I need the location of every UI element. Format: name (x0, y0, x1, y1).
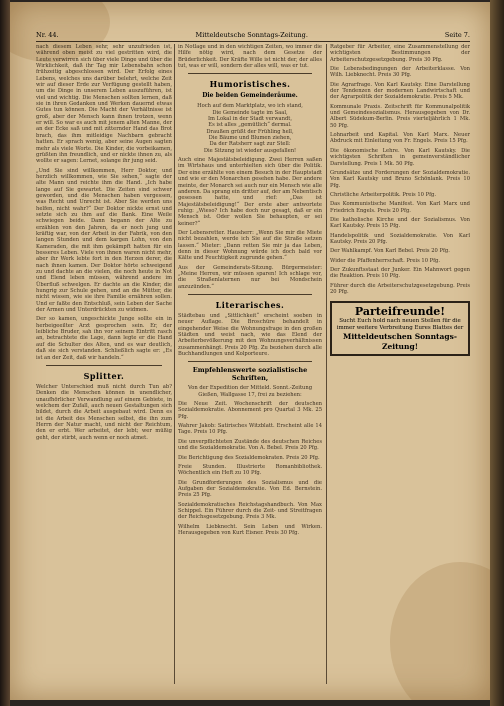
recommended-subtitle: Von der Expedition der Mitteld. Sonnt.-Zeitung Gießen, Wallgasse 17, frei zu beziehen: (187, 385, 313, 398)
ad-headline: Parteifreunde! (354, 305, 446, 319)
book-list-item: Christliche Arbeiterpolitik. Preis 10 Pfg. (330, 191, 436, 198)
literary-text: Städtebau und „Sittlichkeit“ erscheint soeben in neuer Auflage. Die Broschüre behandelt in eingehender Weise die Wohnungsfrage in den großen Städten und weist nach, wie das Elend der Arbeiterbevölkerung mit den Wohnungsverhältnissen zusammenhängt. Preis 20 Pfg. Zu beziehen durch alle Buchhandlungen und Kolporteure. (178, 313, 322, 358)
book-list-item: Handelspolitik und Sozialdemokratie. Von Karl Kautsky. Preis 20 Pfg. (330, 232, 470, 245)
column-middle (178, 44, 322, 684)
splitter-text: Welcher Unterschied muß nicht durch Tun ab? Denken die Menschen können in unendlicher, unaufhörlicher Verwandlung auf einem Gebiete, in welchem der Zufall, auch neuen Gestaltungen sich bildet, durch die Arbeit ausgebaut wird. Denn es ist die Arbeit des Menschen selbst, die ihn zum Herrn der Natur macht, und nicht der Reichtum, den er erbt. Wer arbeitet, der lebt; wer müßig geht, der stirbt, auch wenn er noch atmet. (36, 383, 172, 441)
section-title-literary: Literarisches. (215, 300, 285, 310)
book-list-item: Lohnarbeit und Kapital. Von Karl Marx. Neuer Abdruck mit Einleitung von Fr. Engels. Preis 15 Pfg. (330, 132, 470, 145)
book-list-item: Sozialdemokratisches Reichstagshandbuch. Von Max Schippel. Ein Führer durch die Zeit- und Streitfragen der Reichsgesetzgebung. Preis 3 Mk. (178, 501, 322, 521)
book-list-item: Die Agrarfrage. Von Karl Kautsky. Eine Darstellung der Tendenzen der modernen Landwirtschaft und der Agrarpolitik der Sozialdemokratie. Preis 5 Mk. (330, 81, 470, 101)
section-title-humor: Humoristisches. (209, 79, 291, 90)
intro-text: in Notlage und in den wichtigen Zeiten, wo immer die Hilfe nötig wird, nach dem Gesetze der Brüderlichkeit. Der Kräfte Wille ist nicht der, der alles tut, was er will, sondern der alles will, was er tut. (178, 44, 322, 70)
issue-number: Nr. 44. (36, 31, 59, 39)
humor-anecdote: Auch eine Majestätsbeleidigung. Zwei Herren saßen im Wirtshaus und unterhielten sich über die Politik. Der eine erzählte von einem Besuch in der Hauptstadt und wie er den Monarchen gesehen habe. Der andere meinte, der Monarch sei auch nur ein Mensch wie alle anderen. Da sprang ein dritter auf, der am Nebentisch gesessen hatte, und rief: „Das ist Majestätsbeleidigung!“ Der erste aber antwortete ruhig: „Wieso? Ich habe doch nur gesagt, daß er ein Mensch ist. Oder wollen Sie behaupten, er sei keiner?“ (178, 157, 322, 227)
book-list-item: Ratgeber für Arbeiter, eine Zusammenstellung der wichtigsten Bestimmungen der Arbeiterschutzgesetzgebung. Preis 30 Pfg. (330, 44, 470, 63)
book-list-item: Die katholische Kirche und der Sozialismus. Von Karl Kautsky. Preis 15 Pfg. (330, 216, 470, 230)
section-rule (188, 294, 312, 295)
book-list-item: Die Berichtigung des Sozialdemokraten. Preis 20 Pfg. (178, 454, 320, 461)
humor-anecdote: Aus der Gemeinderats-Sitzung. Bürgermeister: „Meine Herren, wir müssen sparen! Ich schlage vor, die Straßenlaternen nur bei Mondschein anzuzünden.“ (178, 264, 322, 290)
book-list-item: Führer durch die Arbeiterschutzgesetzgebung. Preis 20 Pfg. (330, 282, 470, 295)
column-divider (174, 44, 175, 684)
book-list-item: Die Lebensbedingungen der Arbeiterklasse. Von Wilh. Liebknecht. Preis 30 Pfg. (330, 66, 470, 79)
advertisement-box (330, 301, 470, 356)
book-binding (0, 0, 10, 706)
book-list-item: Die unverpflichteten Zustände des deutschen Reiches und die Sozialdemokratie. Von A. Bebel. Preis 20 Pfg. (178, 438, 322, 452)
book-list (330, 44, 470, 295)
humor-anecdote: Der Lebensretter. Hausherr: „Wenn Sie mir die Miete nicht bezahlen, werde ich Sie auf die Straße setzen lassen.“ Mieter: „Dann retten Sie mir ja das Leben, denn in dieser Wohnung würde ich doch bald vor Kälte und Feuchtigkeit zugrunde gehen.“ (178, 229, 322, 262)
story-text: nach diesem Leben sehr, sehr unzufrieden ist, während oben meist zu viel gestritten wird, die Leute verwirren sich über viele Dinge und über die Wirklichkeit, daß ihr Tag mir Lebensbahn schon frühzeitig abgeschlossen wird. Der Erfolg eines Lebens, welches uns darüber belehrt, welche Zeit wir auf dieser Erde zur Verfügung gestellt haben, um die Dinge in unserem Leben auszuführen, ist viel und wichtig. Die Menschen sollten lernen, daß sie in ihren Gedanken und Werken dauernd etwas Gutes tun können. Die Macht der Verhältnisse ist groß, aber der Mensch kann ihnen trotzen, wenn er will. So war es auch mit jenem alten Manne, der an der Ecke saß und mit zitternder Hand das Brot brach, das ihm mitleidige Nachbarn gebracht hatten. Er sprach wenig, aber seine Augen sagten mehr als viele Worte. Die Kinder, die vorbeikamen, grüßten ihn freundlich, und er nickte ihnen zu, als wollte er sagen: Lernet, solange ihr jung seid. (36, 44, 172, 165)
section-rule (46, 365, 162, 366)
page-edge (490, 0, 504, 706)
section-title-splitter: Splitter. (83, 370, 125, 381)
book-list-item: Der Zukunftsstaat der Junker. Ein Mahnwort gegen die Reaktion. Preis 10 Pfg. (330, 266, 470, 280)
ad-body: Sucht Euch hold nach neuen Stellen für die immer weitere Verbreitung Eures Blattes der (336, 318, 464, 332)
newspaper-title: Mitteldeutsche Sonntags-Zeitung. (195, 31, 308, 39)
book-list-item: Die Neue Zeit. Wochenschrift der deutschen Sozialdemokratie. Abonnement pro Quartal 3 Mk. 25 Pfg. (178, 401, 322, 420)
book-list-item: Die Grundforderungen des Sozialismus und die Aufgaben der Sozialdemokratie. Von Ed. Bernstein. Preis 25 Pfg. (178, 479, 322, 499)
column-left (36, 44, 172, 684)
section-rule (188, 361, 312, 362)
story-ending: Der so kamen, ungeschickte Junge sollte ein in herbeigeeilter Arzt gesprochen sein. Er, der leibliche Bruder, sah ihn vor seinem Eintritt rasch an, betrachtete die Lage, dann legte er die Hand auf die Schulter des Alten, und es war deutlich, daß sie sich verstanden. Schließlich sagte er: „Es ist an der Zeit, daß wir handeln.“ (36, 316, 172, 361)
book-list-item: Das Kommunistische Manifest. Von Karl Marx und Friedrich Engels. Preis 20 Pfg. (330, 201, 470, 214)
book-list-item: Der Wahlkampf. Von Karl Bebel. Preis 20 Pfg. (330, 248, 450, 255)
book-list-item: Wilhelm Liebknecht. Sein Leben und Wirken. Herausgegeben von Kurt Eisner. Preis 30 Pfg. (178, 523, 322, 536)
book-list-item: Die ökonomische Lehre. Von Karl Kautsky. Die wichtigsten Schriften in gemeinverständlicher Darstellung. Preis 1 Mk. 50 Pfg. (330, 147, 470, 167)
ad-newspaper-name: Mitteldeutschen Sonntags-Zeitung! (343, 332, 457, 352)
page-number: Seite 7. (444, 31, 470, 39)
page-header (36, 31, 470, 42)
poem-text: Hoch auf dem Marktplatz, wo ich stand, Die Gemeinde tagte im Saal, Im Lokal in der Stadt verwandt, Es ist alles „gemütlich“ dermal. Draußen grüßt der Frühling hell, Die Bäume und Blumen ziehen, Da der Ratsherr sagt zur Stell: Die Sitzung ist wieder ausgefallen! (197, 103, 303, 154)
story-dialog: „Und Sie sind willkommen, Herr Doktor, und herzlich willkommen, wie Sie sehen,“ sagte der alte Mann und reichte ihm die Hand. „Ich habe lange auf Sie gewartet. Die Zeiten sind schwer geworden, und die Menschen haben vergessen, was Recht und Unrecht ist. Aber Sie werden uns helfen, nicht wahr?“ Der Doktor nickte ernst und setzte sich zu ihm auf die Bank. Eine Weile schwiegen beide. Dann begann der Alte zu erzählen von den Jahren, da er noch jung und kräftig war, von der Arbeit in der Fabrik, von den langen Stunden und dem kargen Lohn, von den Kameraden, die mit ihm gekämpft hatten für ein besseres Leben. Viele von ihnen waren nicht mehr, aber ihr Werk lebte fort in den Herzen derer, die nach ihnen kamen. Der Doktor hörte schweigend zu und dachte an die vielen, die noch heute in Not und Elend leben müssen, während andere im Überfluß schwelgen. Er dachte an die Kinder, die hungrig zur Schule gehen, und an die Mütter, die nicht wissen, wie sie ihre Familie ernähren sollen. Und er faßte den Entschluß, sein Leben der Sache der Armen und Unterdrückten zu widmen. (36, 167, 172, 314)
section-title-recommended: Empfehlenswerte sozialistische Schriften, (192, 366, 308, 383)
book-list-item: Wahrer Jakob: Satirisches Witzblatt. Erscheint alle 14 Tage. Preis 10 Pfg. (178, 423, 322, 436)
section-rule (188, 73, 312, 74)
book-list-item: Freie Stunden. Illustrierte Romanbibliothek. Wöchentlich ein Heft zu 10 Pfg. (178, 463, 322, 477)
column-divider (326, 44, 327, 684)
book-list (178, 401, 322, 536)
book-list-item: Grundsätze und Forderungen der Sozialdemokratie. Von Karl Kautsky und Bruno Schönlank. Preis 10 Pfg. (330, 169, 470, 189)
poem-title: Die beiden Gemeinderäume. (202, 92, 298, 100)
book-list-item: Kommunale Praxis. Zeitschrift für Kommunalpolitik und Gemeindesozialismus. Herausgegeben von Dr. Albert Südekum-Berlin. Preis vierteljährlich 1 Mk. 50 Pfg. (330, 103, 470, 129)
book-list-item: Wider die Pfaffenherrschaft. Preis 10 Pfg. (330, 257, 441, 264)
column-right (330, 44, 470, 684)
